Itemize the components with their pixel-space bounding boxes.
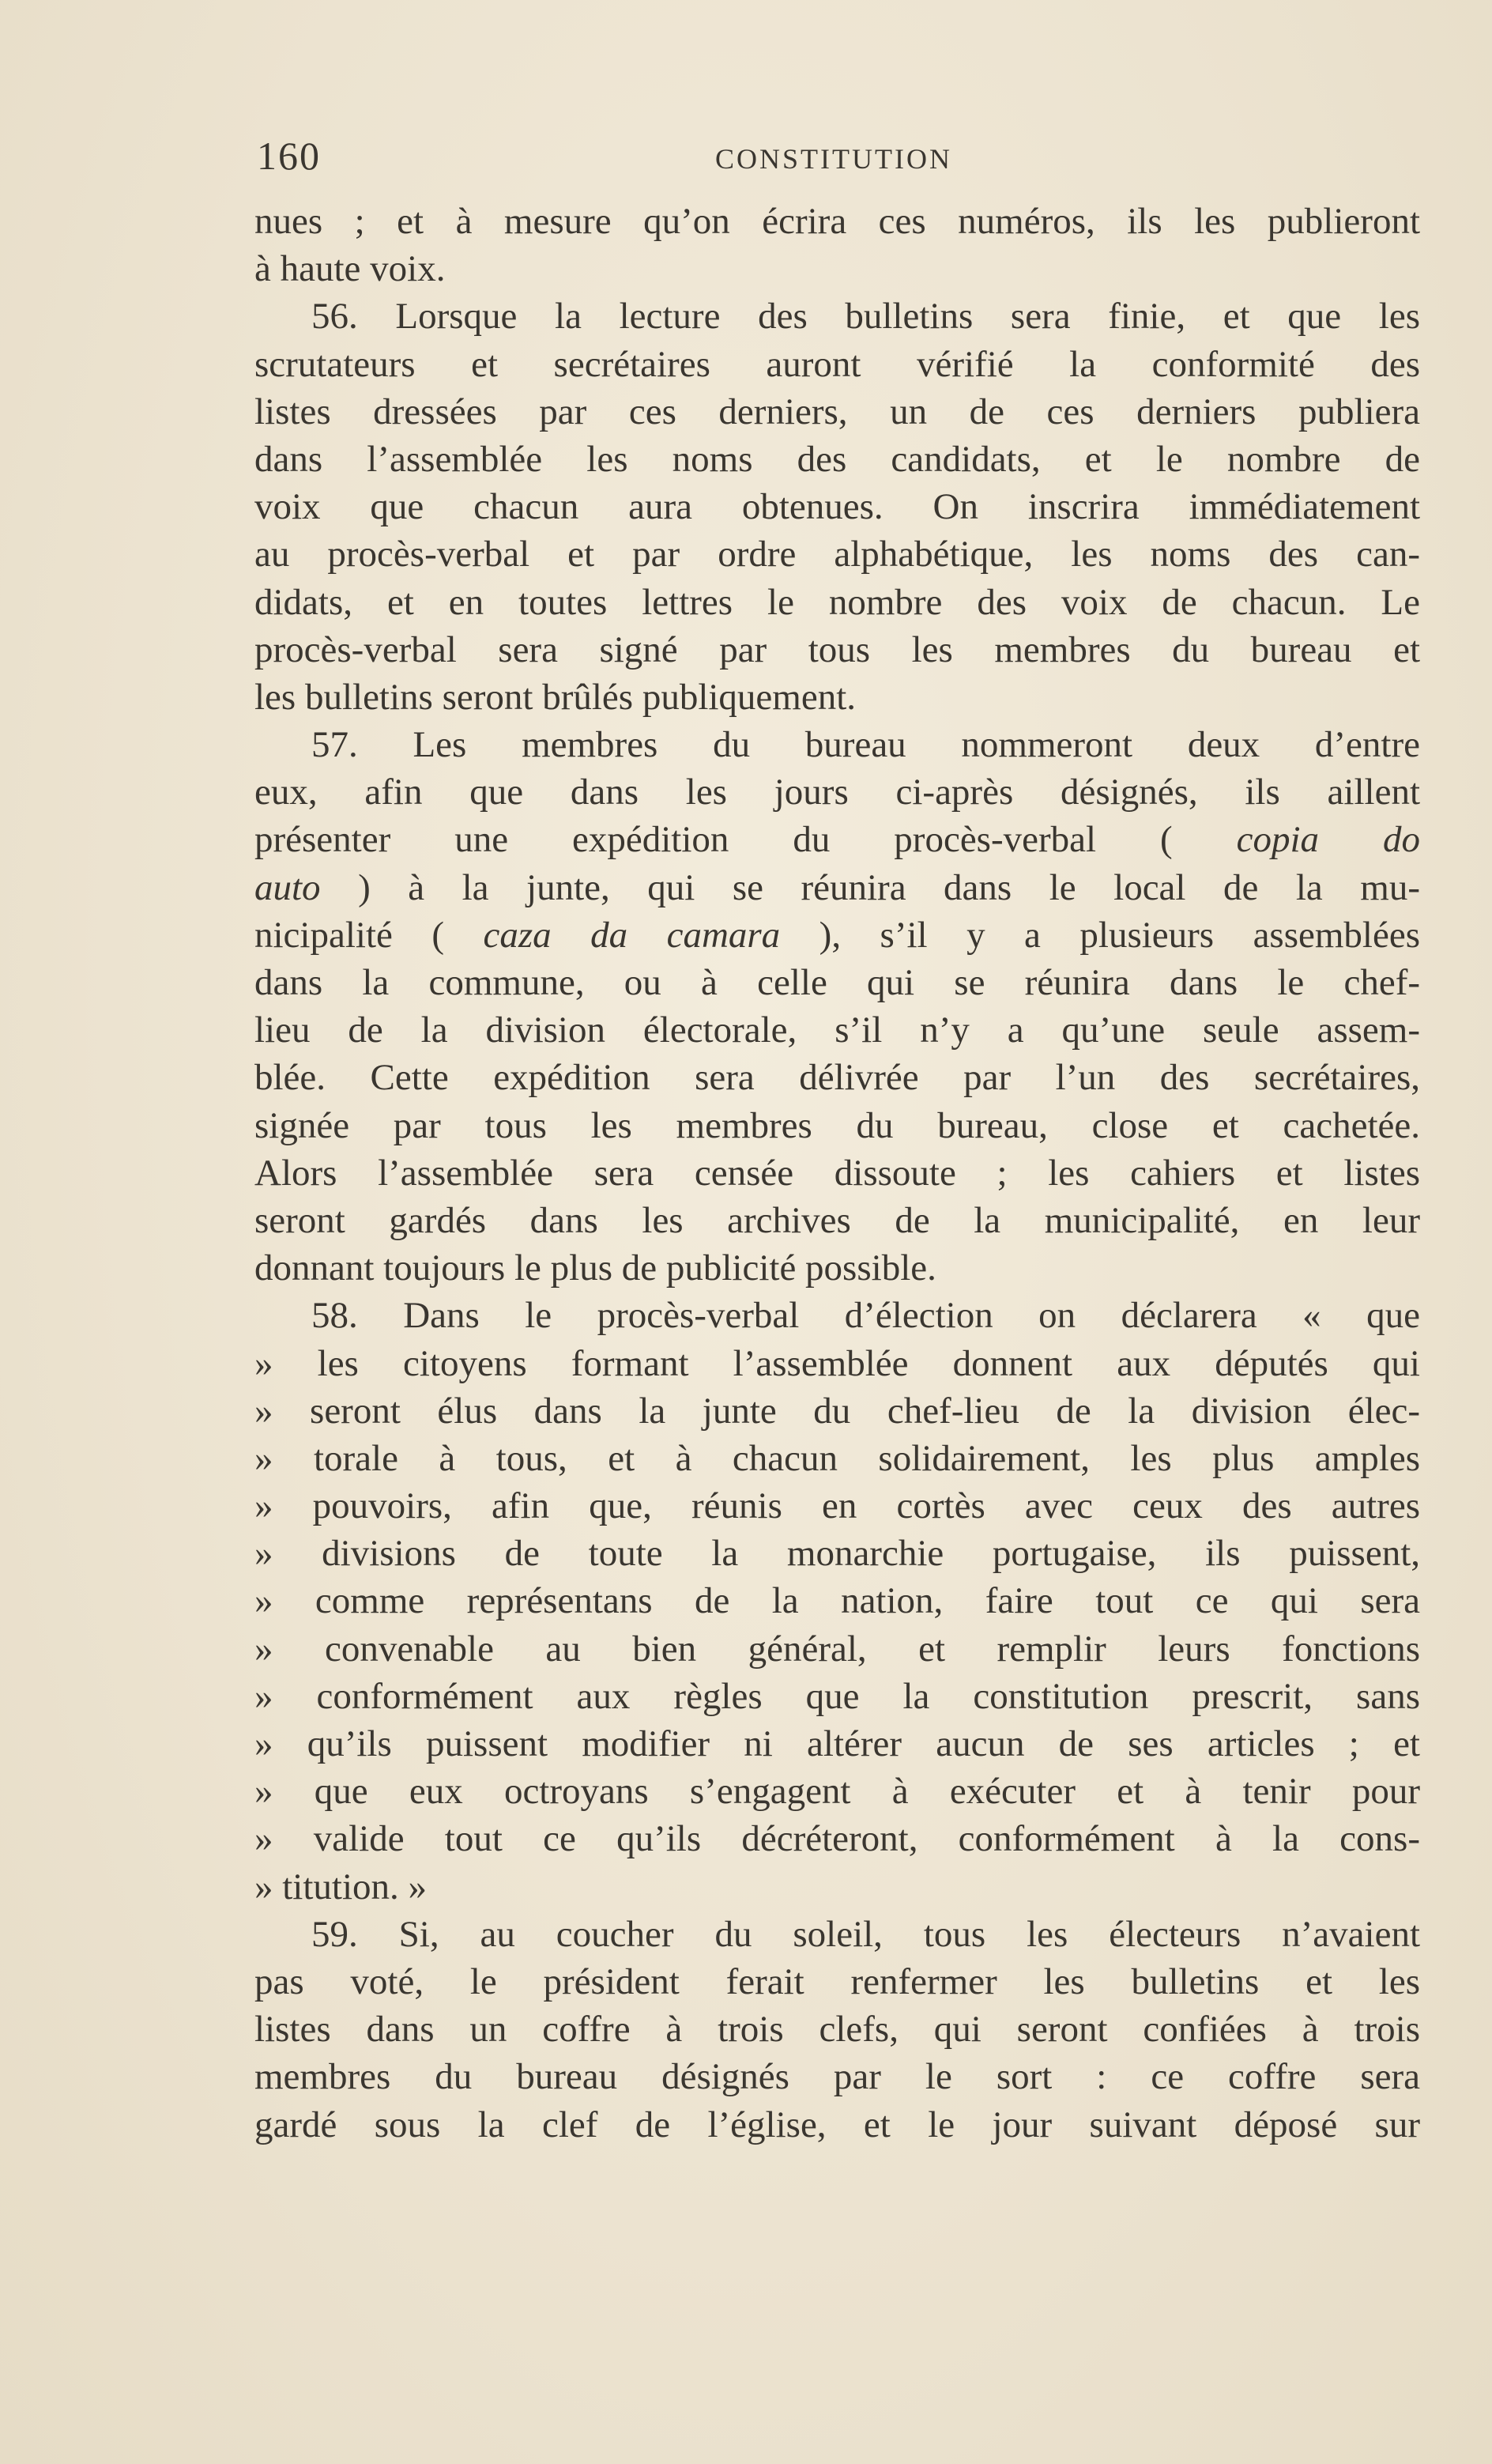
text-line: listes dressées par ces derniers, un de ces derniers publiera: [254, 391, 1420, 432]
text-line: » pouvoirs, afin que, réunis en cortès avec ceux des autres: [254, 1485, 1420, 1527]
text-line: 57. Les membres du bureau nommeront deux d’entre: [311, 724, 1420, 766]
text-line: » qu’ils puissent modifier ni altérer aucun de ses articles ; et: [254, 1723, 1420, 1764]
text-line: » divisions de toute la monarchie portugaise, ils puissent,: [254, 1533, 1420, 1575]
text-line: » comme représentans de la nation, faire tout ce qui sera: [254, 1580, 1420, 1622]
text-line: donnant toujours le plus de publicité possible.: [254, 1247, 936, 1289]
text-line: » torale à tous, et à chacun solidairement, les plus amples: [254, 1437, 1420, 1479]
text-line: présenter une expédition du procès-verbal ( copia do: [254, 819, 1420, 861]
text-line: scrutateurs et secrétaires auront vérifié la conformité des: [254, 343, 1420, 385]
text-line: gardé sous la clef de l’église, et le jour suivant déposé sur: [254, 2104, 1420, 2145]
text-line: nues ; et à mesure qu’on écrira ces numéros, ils les publieront: [254, 201, 1420, 242]
text-line: » valide tout ce qu’ils décréteront, conformément à la cons-: [254, 1818, 1420, 1860]
text-line: Alors l’assemblée sera censée dissoute ; les cahiers et listes: [254, 1152, 1420, 1194]
text-line: membres du bureau désignés par le sort : ce coffre sera: [254, 2056, 1420, 2098]
text-line: seront gardés dans les archives de la municipalité, en leur: [254, 1199, 1420, 1241]
text-line: auto ) à la junte, qui se réunira dans le local de la mu-: [254, 866, 1420, 908]
text-line: » titution. »: [254, 1866, 428, 1907]
text-line: » que eux octroyans s’engagent à exécuter et à tenir pour: [254, 1771, 1420, 1813]
text-line: signée par tous les membres du bureau, close et cachetée.: [254, 1104, 1420, 1146]
text-line: 58. Dans le procès-verbal d’élection on déclarera « que: [311, 1295, 1420, 1337]
text-line: au procès-verbal et par ordre alphabétique, les noms des can-: [254, 534, 1420, 575]
text-line: listes dans un coffre à trois clefs, qui seront confiées à trois: [254, 2009, 1420, 2051]
text-line: didats, et en toutes lettres le nombre des voix de chacun. Le: [254, 581, 1420, 623]
page-number: 160: [257, 134, 321, 178]
text-line: dans la commune, ou à celle qui se réunira dans le chef-: [254, 962, 1420, 1003]
text-line: 59. Si, au coucher du soleil, tous les électeurs n’avaient: [311, 1913, 1420, 1955]
body-text: [254, 198, 1420, 2149]
text-line: » conformément aux règles que la constitution prescrit, sans: [254, 1675, 1420, 1717]
running-title: CONSTITUTION: [715, 143, 952, 175]
text-line: procès-verbal sera signé par tous les membres du bureau et: [254, 628, 1420, 670]
text-line: 56. Lorsque la lecture des bulletins sera finie, et que les: [311, 296, 1420, 338]
text-line: » convenable au bien général, et remplir leurs fonctions: [254, 1628, 1420, 1670]
text-line: à haute voix.: [254, 248, 446, 290]
text-line: dans l’assemblée les noms des candidats, et le nombre de: [254, 438, 1420, 480]
text-line: » seront élus dans la junte du chef-lieu de la division élec-: [254, 1390, 1420, 1432]
text-line: pas voté, le président ferait renfermer les bulletins et les: [254, 1960, 1420, 2002]
text-line: blée. Cette expédition sera délivrée par l’un des secrétaires,: [254, 1057, 1420, 1099]
text-line: les bulletins seront brûlés publiquement.: [254, 676, 857, 718]
text-line: voix que chacun aura obtenues. On inscrira immédiatement: [254, 486, 1420, 528]
page-header: [257, 133, 1419, 188]
text-line: eux, afin que dans les jours ci-après désignés, ils aillent: [254, 772, 1420, 813]
text-line: lieu de la division électorale, s’il n’y a qu’une seule assem-: [254, 1009, 1420, 1051]
text-line: nicipalité ( caza da camara ), s’il y a plusieurs assemblées: [254, 914, 1420, 956]
text-line: » les citoyens formant l’assemblée donnent aux députés qui: [254, 1342, 1420, 1384]
